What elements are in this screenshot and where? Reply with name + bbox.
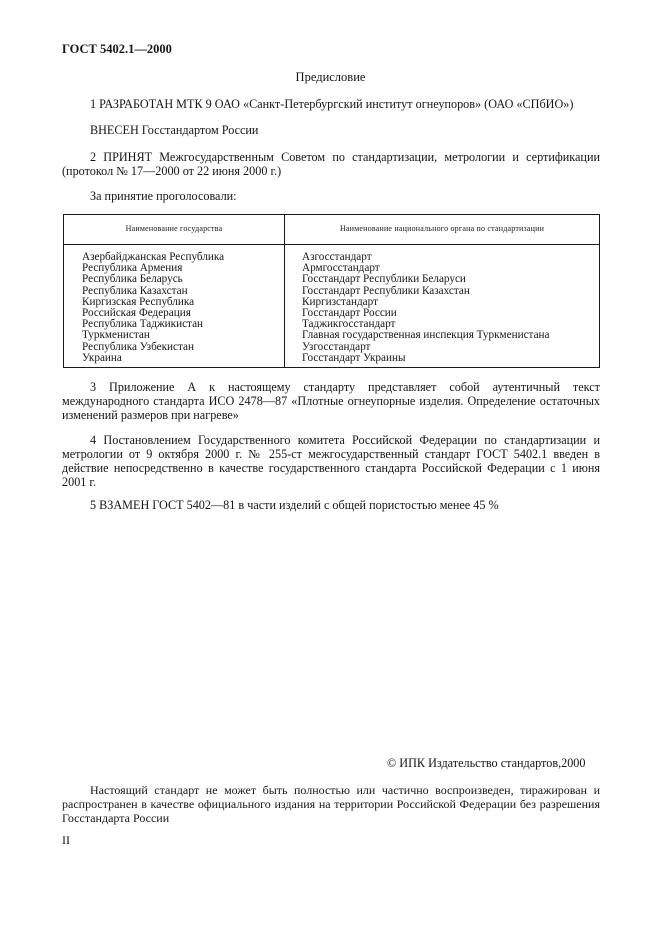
table-cell-body: Азгосстандарт <box>302 251 372 263</box>
table-header-state: Наименование государства <box>125 224 223 233</box>
table-cell-body: Узгосстандарт <box>302 340 371 353</box>
paragraph-1 <box>62 97 600 111</box>
paragraph-2-text: ВНЕСЕН Госстандартом России <box>90 123 259 137</box>
bodies-column <box>302 252 549 364</box>
reproduction-notice-text: Настоящий стандарт не может быть полностью или частично воспроизведен, тиражирован и распространен в качестве официального издания на территории Российской Федерации без разрешения Госстандарта России <box>62 783 600 825</box>
paragraph-3 <box>62 150 600 178</box>
copyright-notice: © ИПК Издательство стандартов,2000 <box>387 756 586 770</box>
page-number: II <box>62 833 70 847</box>
table-cell-state: Киргизская Республика <box>82 295 195 308</box>
table-header-body: Наименование национального органа по стандартизации <box>339 224 545 233</box>
table-cell-state: Туркменистан <box>82 329 150 342</box>
paragraph-5-text: 3 Приложение А к настоящему стандарту представляет собой аутентичный текст международного стандарта ИСО 2478—87 «Плотные огнеупорные изделия. Определение остаточных изменений размеров при нагреве» <box>62 380 600 422</box>
paragraph-7-text: 5 ВЗАМЕН ГОСТ 5402—81 в части изделий с общей пористостью менее 45 % <box>90 498 499 512</box>
table-cell-body: Киргизстандарт <box>302 295 378 308</box>
paragraph-3-text: 2 ПРИНЯТ Межгосударственным Советом по стандартизации, метрологии и сертификации (протокол № 17—2000 от 22 июня 2000 г.) <box>62 150 600 178</box>
table-cell-state: Республика Казахстан <box>82 284 188 297</box>
page-title: Предисловие <box>295 70 366 84</box>
table-cell-body: Госстандарт России <box>302 307 397 320</box>
table-cell-body: Госстандарт Республики Казахстан <box>302 284 470 297</box>
table-cell-state: Российская Федерация <box>82 307 191 320</box>
paragraph-6 <box>62 433 600 489</box>
paragraph-2 <box>62 123 600 137</box>
states-column <box>82 252 224 364</box>
table-cell-state: Республика Таджикистан <box>82 318 204 331</box>
table-cell-state: Республика Беларусь <box>82 273 183 286</box>
table-cell-body: Таджикгосстандарт <box>302 318 396 331</box>
table-column-divider <box>284 215 285 367</box>
paragraph-4 <box>62 189 600 203</box>
paragraph-1-text: 1 РАЗРАБОТАН МТК 9 ОАО «Санкт-Петербургский институт огнеупоров» (ОАО «СПбИО») <box>90 97 574 111</box>
standard-id-header: ГОСТ 5402.1—2000 <box>62 42 172 56</box>
voting-table <box>63 214 600 368</box>
table-cell-state: Республика Армения <box>82 262 183 275</box>
table-cell-state: Республика Узбекистан <box>82 340 194 353</box>
table-cell-state: Азербайджанская Республика <box>82 251 225 263</box>
paragraph-6-text: 4 Постановлением Государственного комитета Российской Федерации по стандартизации и метрологии от 9 октября 2000 г. № 255-ст межгосударственный стандарт ГОСТ 5402.1 введен в действие непосредственно в качестве государственного стандарта Российской Федерации с 1 июня 2001 г. <box>62 433 600 489</box>
paragraph-4-text: За принятие проголосовали: <box>90 189 237 203</box>
table-cell-body: Госстандарт Республики Беларуси <box>302 273 466 286</box>
reproduction-notice <box>62 783 600 825</box>
table-cell-body: Госстандарт Украины <box>302 351 406 364</box>
table-cell-body: Армгосстандарт <box>302 262 380 275</box>
table-cell-state: Украина <box>82 351 122 364</box>
paragraph-7 <box>62 498 600 512</box>
table-cell-body: Главная государственная инспекция Туркменистана <box>302 329 550 342</box>
paragraph-5 <box>62 380 600 422</box>
